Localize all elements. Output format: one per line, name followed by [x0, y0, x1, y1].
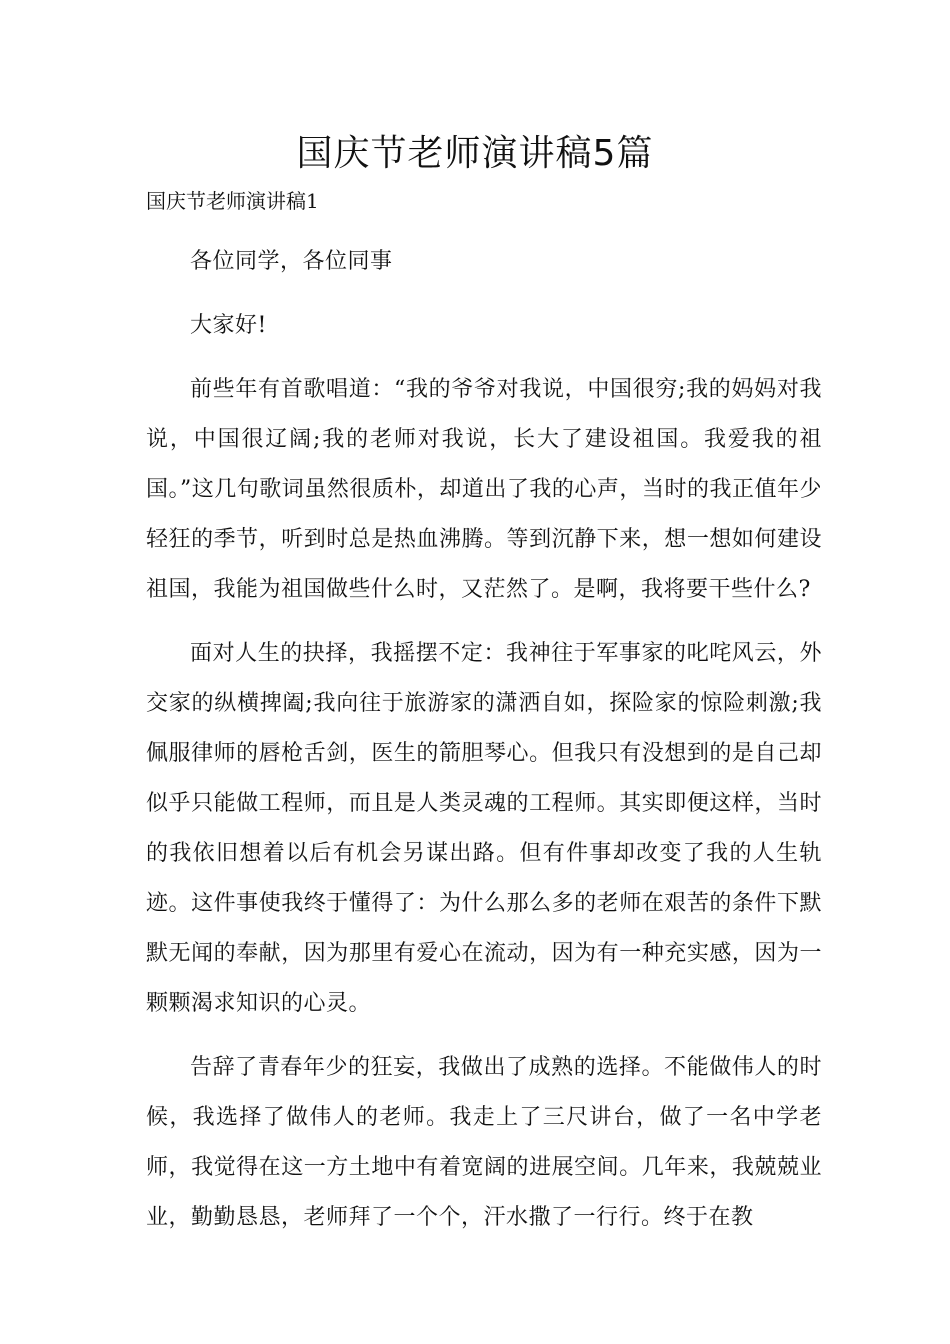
- paragraph-greeting: 各位同学，各位同事: [190, 249, 393, 274]
- document-body: [146, 237, 822, 1257]
- paragraph-teacher: 告辞了青春年少的狂妄，我做出了成熟的选择。不能做伟人的时候，我选择了做伟人的老师。我走上了三尺讲台，做了一名中学老师，我觉得在这一方土地中有着宽阔的进展空间。几年来，我兢兢业业，勤勤恳恳，老师拜了一个个，汗水撒了一行行。终于在教: [146, 1055, 822, 1230]
- paragraph-song: 前些年有首歌唱道：“我的爷爷对我说，中国很穷;我的妈妈对我说，中国很辽阔;我的老师对我说，长大了建设祖国。我爱我的祖国。”这几句歌词虽然很质朴，却道出了我的心声，当时的我正值年少轻狂的季节，听到时总是热血沸腾。等到沉静下来，想一想如何建设祖国，我能为祖国做些什么时，又茫然了。是啊，我将要干些什么?: [146, 377, 822, 602]
- document-title: 国庆节老师演讲稿5篇: [296, 133, 654, 174]
- paragraph-hello: 大家好!: [190, 313, 267, 338]
- paragraph-choice: 面对人生的抉择，我摇摆不定：我神往于军事家的叱咤风云，外交家的纵横捭阖;我向往于旅游家的潇洒自如，探险家的惊险刺激;我佩服律师的唇枪舌剑，医生的箭胆琴心。但我只有没想到的是自己却似乎只能做工程师，而且是人类灵魂的工程师。其实即便这样，当时的我依旧想着以后有机会另谋出路。但有件事却改变了我的人生轨迹。这件事使我终于懂得了：为什么那么多的老师在艰苦的条件下默默无闻的奉献，因为那里有爱心在流动，因为有一种充实感，因为一颗颗渴求知识的心灵。: [146, 641, 822, 1016]
- document-subtitle: 国庆节老师演讲稿1: [146, 189, 319, 213]
